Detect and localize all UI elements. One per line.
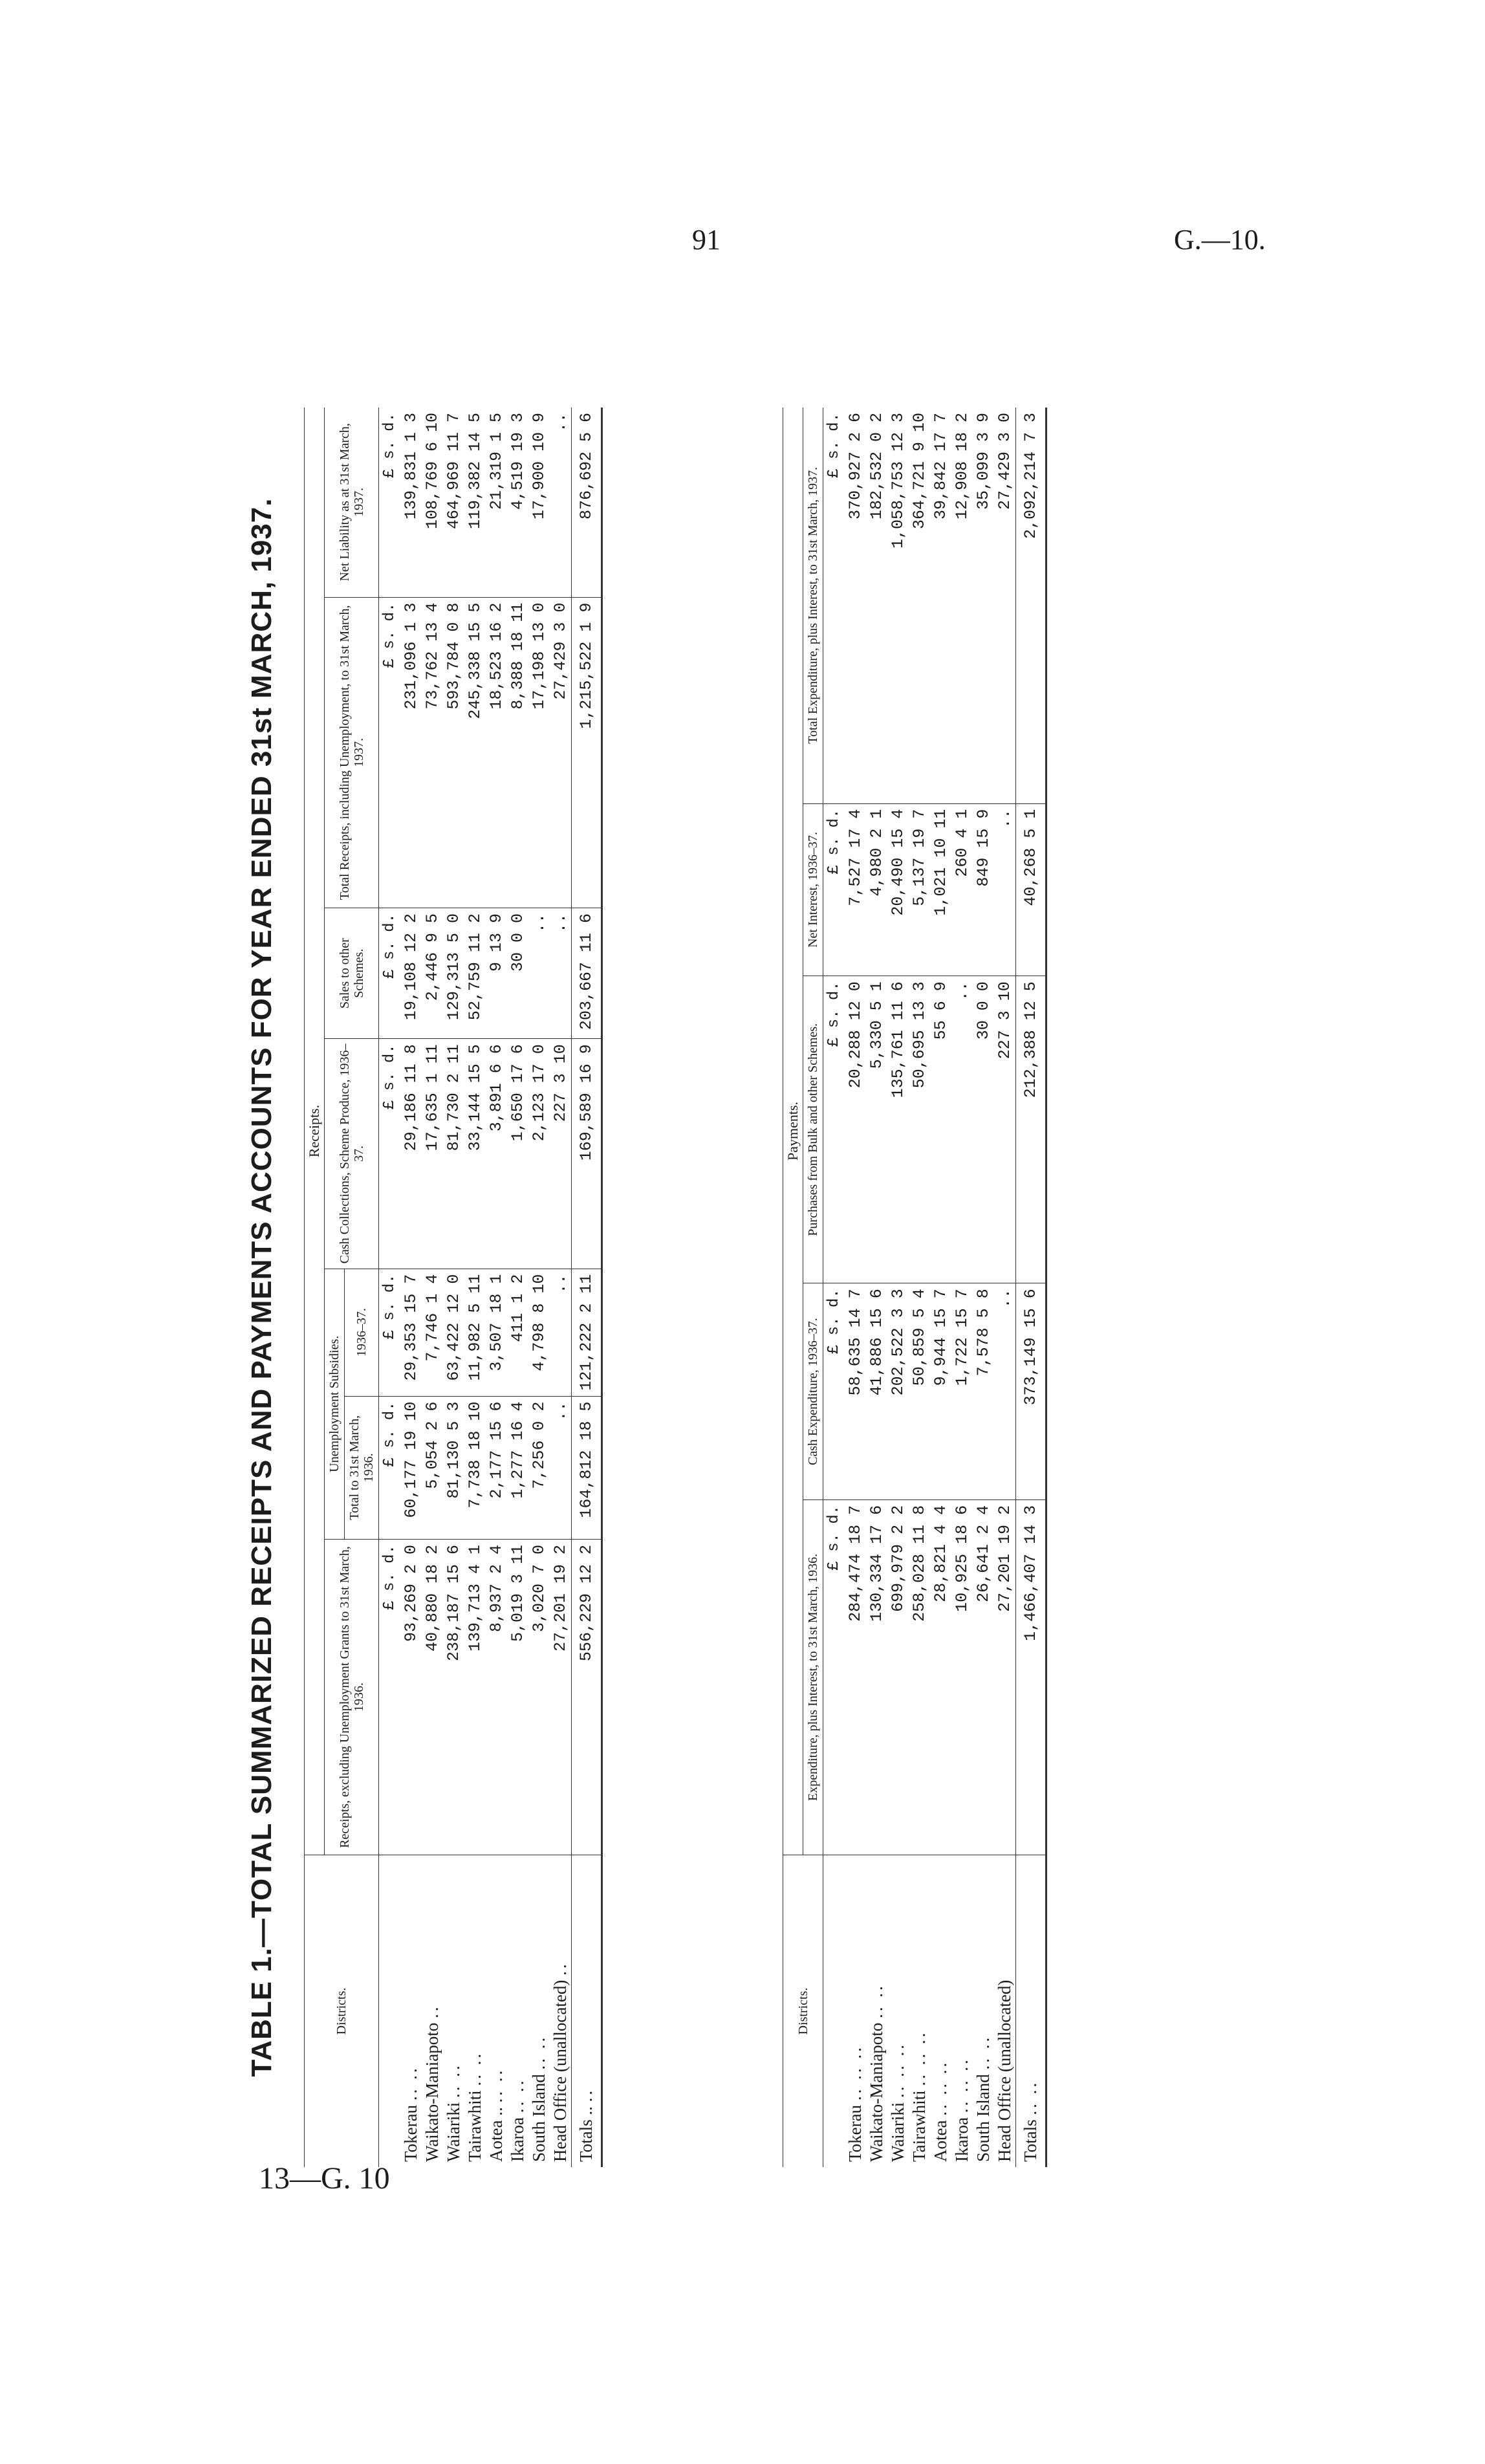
value-cell: 238,187 15 6: [443, 1540, 464, 1855]
units-label: £ s. d.: [823, 1283, 845, 1500]
value-cell: 17,198 13 0: [528, 597, 550, 908]
value-cell: 5,330 5 1: [866, 976, 887, 1283]
value-cell: 164,812 18 5: [572, 1396, 602, 1539]
value-cell: 8,388 18 11: [507, 597, 528, 908]
value-cell: 40,268 5 1: [1016, 803, 1046, 976]
value-cell: 2,092,214 7 3: [1016, 408, 1046, 803]
value-cell: 10,925 18 6: [951, 1499, 973, 1855]
value-cell: 1,058,753 12 3: [887, 408, 909, 803]
leader-dots: .. ..: [867, 1983, 886, 2018]
value-cell: 17,635 1 11: [422, 1039, 443, 1269]
value-cell: 7,527 17 4: [845, 803, 866, 976]
leader-dots: .. ..: [1021, 2080, 1040, 2115]
district-cell: [400, 1855, 422, 2168]
col-unemployment-year: 1936–37.: [345, 1269, 379, 1396]
district-name: Tairawhiti: [465, 2090, 484, 2162]
value-cell: 849 15 9: [973, 803, 994, 976]
value-cell: 30 0 0: [973, 976, 994, 1283]
value-cell: 30 0 0: [507, 908, 528, 1039]
value-cell: 39,842 17 7: [930, 408, 951, 803]
value-cell: 93,269 2 0: [400, 1540, 422, 1855]
leader-dots: .. ..: [401, 2066, 420, 2101]
totals-label: Totals ..: [576, 2106, 596, 2162]
value-cell: 81,130 5 3: [443, 1396, 464, 1539]
value-cell: 212,388 12 5: [1016, 976, 1046, 1283]
col-cash-expenditure: Cash Expenditure, 1936–37.: [803, 1283, 823, 1500]
district-cell: [973, 1855, 994, 2168]
value-cell: 593,784 0 8: [443, 597, 464, 908]
district-cell: [866, 1855, 887, 2168]
units-label: £ s. d.: [823, 976, 845, 1283]
value-cell: 50,695 13 3: [909, 976, 930, 1283]
value-cell: ..: [550, 908, 572, 1039]
payments-section-label: Payments.: [783, 408, 803, 1855]
table-row: [866, 408, 887, 2167]
value-cell: ..: [550, 408, 572, 597]
table-row: [930, 408, 951, 2167]
value-cell: ..: [994, 803, 1016, 976]
side-reference: 13—G. 10: [259, 2161, 390, 2196]
value-cell: ..: [550, 1269, 572, 1396]
receipts-section-label: Receipts.: [305, 408, 325, 1855]
value-cell: 3,020 7 0: [528, 1540, 550, 1855]
units-label: £ s. d.: [823, 408, 845, 803]
value-cell: 2,123 17 0: [528, 1039, 550, 1269]
value-cell: 27,429 3 0: [550, 597, 572, 908]
value-cell: 18,523 16 2: [486, 597, 507, 908]
table-row: [550, 408, 572, 2167]
value-cell: 19,108 12 2: [400, 908, 422, 1039]
totals-row: [1016, 408, 1046, 2167]
district-name: Tairawhiti: [909, 2090, 929, 2162]
value-cell: 5,137 19 7: [909, 803, 930, 976]
table-row: [845, 408, 866, 2167]
value-cell: 26,641 2 4: [973, 1499, 994, 1855]
units-spacer: [823, 1855, 845, 2168]
value-cell: 7,578 5 8: [973, 1283, 994, 1500]
value-cell: 876,692 5 6: [572, 408, 602, 597]
value-cell: 50,859 5 4: [909, 1283, 930, 1500]
value-cell: 139,713 4 1: [464, 1540, 486, 1855]
value-cell: 227 3 10: [994, 976, 1016, 1283]
value-cell: 20,288 12 0: [845, 976, 866, 1283]
value-cell: 364,721 9 10: [909, 408, 930, 803]
col-cash-collections: Cash Collections, Scheme Produce, 1936–37.: [325, 1039, 379, 1269]
leader-dots: .. .. ..: [888, 2042, 907, 2098]
leader-dots: .. ..: [486, 2067, 506, 2103]
leader-dots: .. .. ..: [909, 2030, 929, 2086]
col-purchases: Purchases from Bulk and other Schemes.: [803, 976, 823, 1283]
leader-dots: ..: [550, 1961, 570, 1976]
value-cell: 139,831 1 3: [400, 408, 422, 597]
value-cell: 1,650 17 6: [507, 1039, 528, 1269]
value-cell: 260 4 1: [951, 803, 973, 976]
units-label: £ s. d.: [379, 1396, 401, 1539]
rotated-table-region: [246, 408, 1203, 2167]
value-cell: 231,096 1 3: [400, 597, 422, 908]
district-name: Tokerau: [845, 2104, 865, 2162]
value-cell: 5,019 3 11: [507, 1540, 528, 1855]
leader-dots: .. ..: [529, 2034, 548, 2070]
value-cell: 7,256 0 2: [528, 1396, 550, 1539]
district-cell: [507, 1855, 528, 2168]
page-code: G.—10.: [1174, 224, 1266, 256]
value-cell: 4,980 2 1: [866, 803, 887, 976]
leader-dots: .. ..: [465, 2051, 484, 2086]
col-total-expenditure: Total Expenditure, plus Interest, to 31st March, 1937.: [803, 408, 823, 803]
district-name: Waikato-Maniapoto: [867, 2022, 886, 2162]
value-cell: 63,422 12 0: [443, 1269, 464, 1396]
value-cell: 9,944 15 7: [930, 1283, 951, 1500]
value-cell: 1,021 10 11: [930, 803, 951, 976]
district-cell: [443, 1855, 464, 2168]
value-cell: 58,635 14 7: [845, 1283, 866, 1500]
value-cell: 370,927 2 6: [845, 408, 866, 803]
value-cell: 182,532 0 2: [866, 408, 887, 803]
value-cell: 245,338 15 5: [464, 597, 486, 908]
units-label: £ s. d.: [379, 1540, 401, 1855]
totals-label-cell: [572, 1855, 602, 2168]
units-label: £ s. d.: [379, 597, 401, 908]
value-cell: 1,466,407 14 3: [1016, 1499, 1046, 1855]
leader-dots: .. .. ..: [952, 2057, 971, 2113]
district-cell: [930, 1855, 951, 2168]
table-row: [951, 408, 973, 2167]
table-row: [486, 408, 507, 2167]
value-cell: 284,474 18 7: [845, 1499, 866, 1855]
units-spacer: [379, 1855, 401, 2168]
district-cell: [486, 1855, 507, 2168]
value-cell: 373,149 15 6: [1016, 1283, 1046, 1500]
district-cell: [909, 1855, 930, 2168]
district-cell: [422, 1855, 443, 2168]
units-label: £ s. d.: [379, 908, 401, 1039]
value-cell: 129,313 5 0: [443, 908, 464, 1039]
district-cell: [464, 1855, 486, 2168]
col-districts: Districts.: [305, 1855, 379, 2168]
table-row: [422, 408, 443, 2167]
units-label: £ s. d.: [823, 803, 845, 976]
value-cell: 108,769 6 10: [422, 408, 443, 597]
units-label: £ s. d.: [379, 1269, 401, 1396]
value-cell: 1,215,522 1 9: [572, 597, 602, 908]
district-cell: [550, 1855, 572, 2168]
value-cell: 202,522 3 3: [887, 1283, 909, 1500]
leader-dots: ..: [576, 2088, 596, 2102]
col-unemployment-subsidies: Unemployment Subsidies.: [325, 1269, 345, 1539]
value-cell: 60,177 19 10: [400, 1396, 422, 1539]
col-sales-other-schemes: Sales to other Schemes.: [325, 908, 379, 1039]
value-cell: 73,762 13 4: [422, 597, 443, 908]
district-name: South Island: [529, 2074, 548, 2162]
table-row: [507, 408, 528, 2167]
table-row: [887, 408, 909, 2167]
district-name: Tokerau: [401, 2104, 420, 2162]
district-name: Waikato-Maniapoto: [422, 2022, 442, 2162]
value-cell: 203,667 11 6: [572, 908, 602, 1039]
value-cell: 4,798 8 10: [528, 1269, 550, 1396]
payments-table: [783, 408, 1047, 2167]
value-cell: 258,028 11 8: [909, 1499, 930, 1855]
leader-dots: .. ..: [444, 2063, 463, 2098]
district-name: Waiariki: [444, 2102, 463, 2162]
value-cell: 11,982 5 11: [464, 1269, 486, 1396]
totals-row: [572, 408, 602, 2167]
value-cell: 9 13 9: [486, 908, 507, 1039]
value-cell: 27,201 19 2: [550, 1540, 572, 1855]
value-cell: ..: [528, 908, 550, 1039]
value-cell: 55 6 9: [930, 976, 951, 1283]
table-row: [973, 408, 994, 2167]
district-cell: [845, 1855, 866, 2168]
district-cell: [528, 1855, 550, 2168]
district-cell: [887, 1855, 909, 2168]
district-name: Ikaroa: [952, 2117, 971, 2162]
district-cell: [994, 1855, 1016, 2168]
value-cell: 12,908 18 2: [951, 408, 973, 803]
value-cell: 81,730 2 11: [443, 1039, 464, 1269]
value-cell: 40,880 18 2: [422, 1540, 443, 1855]
district-cell: [951, 1855, 973, 2168]
col-total-receipts: Total Receipts, including Unemployment, to 31st March, 1937.: [325, 597, 379, 908]
value-cell: 27,201 19 2: [994, 1499, 1016, 1855]
value-cell: 169,589 16 9: [572, 1039, 602, 1269]
value-cell: 4,519 19 3: [507, 408, 528, 597]
value-cell: 130,334 17 6: [866, 1499, 887, 1855]
value-cell: 21,319 1 5: [486, 408, 507, 597]
col-net-liability: Net Liability as at 31st March, 1937.: [325, 408, 379, 597]
value-cell: 119,382 14 5: [464, 408, 486, 597]
totals-label-cell: [1016, 1855, 1046, 2168]
units-label: £ s. d.: [823, 1499, 845, 1855]
col-districts: Districts.: [783, 1855, 823, 2168]
value-cell: 2,177 15 6: [486, 1396, 507, 1539]
table-row: [400, 408, 422, 2167]
units-label: £ s. d.: [379, 408, 401, 597]
totals-label: Totals: [1021, 2119, 1040, 2162]
value-cell: 3,891 6 6: [486, 1039, 507, 1269]
value-cell: 27,429 3 0: [994, 408, 1016, 803]
leader-dots: .. ..: [508, 2078, 527, 2113]
value-cell: 3,507 18 1: [486, 1269, 507, 1396]
page-number: 91: [692, 224, 721, 256]
value-cell: 1,277 16 4: [507, 1396, 528, 1539]
col-net-interest: Net Interest, 1936–37.: [803, 803, 823, 976]
value-cell: 121,222 2 11: [572, 1269, 602, 1396]
value-cell: 41,886 15 6: [866, 1283, 887, 1500]
value-cell: ..: [550, 1396, 572, 1539]
district-name: Aotea ..: [486, 2107, 506, 2162]
value-cell: 35,099 3 9: [973, 408, 994, 803]
value-cell: 29,353 15 7: [400, 1269, 422, 1396]
value-cell: 411 1 2: [507, 1269, 528, 1396]
units-label: £ s. d.: [379, 1039, 401, 1269]
table-row: [994, 408, 1016, 2167]
district-name: Ikaroa: [508, 2117, 527, 2162]
value-cell: 20,490 15 4: [887, 803, 909, 976]
value-cell: 7,738 18 10: [464, 1396, 486, 1539]
value-cell: 28,821 4 4: [930, 1499, 951, 1855]
value-cell: 464,969 11 7: [443, 408, 464, 597]
leader-dots: ..: [422, 2004, 442, 2018]
table-row: [528, 408, 550, 2167]
col-receipts-excluding: Receipts, excluding Unemployment Grants to 31st March, 1936.: [325, 1540, 379, 1855]
value-cell: 1,722 15 7: [951, 1283, 973, 1500]
value-cell: 699,979 2 2: [887, 1499, 909, 1855]
value-cell: 33,144 15 5: [464, 1039, 486, 1269]
value-cell: ..: [994, 1283, 1016, 1500]
col-unemployment-total: Total to 31st March, 1936.: [345, 1396, 379, 1539]
value-cell: 17,900 10 9: [528, 408, 550, 597]
col-expenditure-to-1936: Expenditure, plus Interest, to 31st March, 1936.: [803, 1499, 823, 1855]
value-cell: ..: [951, 976, 973, 1283]
table-title: TABLE 1.—TOTAL SUMMARIZED RECEIPTS AND PAYMENTS ACCOUNTS FOR YEAR ENDED 31st MARCH, 1937.: [246, 497, 277, 2077]
district-name: Head Office (unallocated): [550, 1979, 570, 2162]
district-name: Aotea: [931, 2120, 950, 2162]
value-cell: 227 3 10: [550, 1039, 572, 1269]
leader-dots: .. .. ..: [845, 2045, 865, 2101]
table-row: [443, 408, 464, 2167]
value-cell: 29,186 11 8: [400, 1039, 422, 1269]
table-row: [909, 408, 930, 2167]
district-name: Head Office (unallocated): [995, 1979, 1014, 2162]
value-cell: 52,759 11 2: [464, 908, 486, 1039]
value-cell: 135,761 11 6: [887, 976, 909, 1283]
value-cell: 7,746 1 4: [422, 1269, 443, 1396]
value-cell: 8,937 2 4: [486, 1540, 507, 1855]
value-cell: 556,229 12 2: [572, 1540, 602, 1855]
district-name: South Island: [973, 2074, 993, 2162]
value-cell: 5,054 2 6: [422, 1396, 443, 1539]
value-cell: 2,446 9 5: [422, 908, 443, 1039]
receipts-table: [304, 408, 603, 2167]
district-name: Waiariki: [888, 2102, 907, 2162]
table-row: [464, 408, 486, 2167]
leader-dots: .. .. ..: [931, 2060, 950, 2116]
leader-dots: .. ..: [973, 2034, 993, 2070]
